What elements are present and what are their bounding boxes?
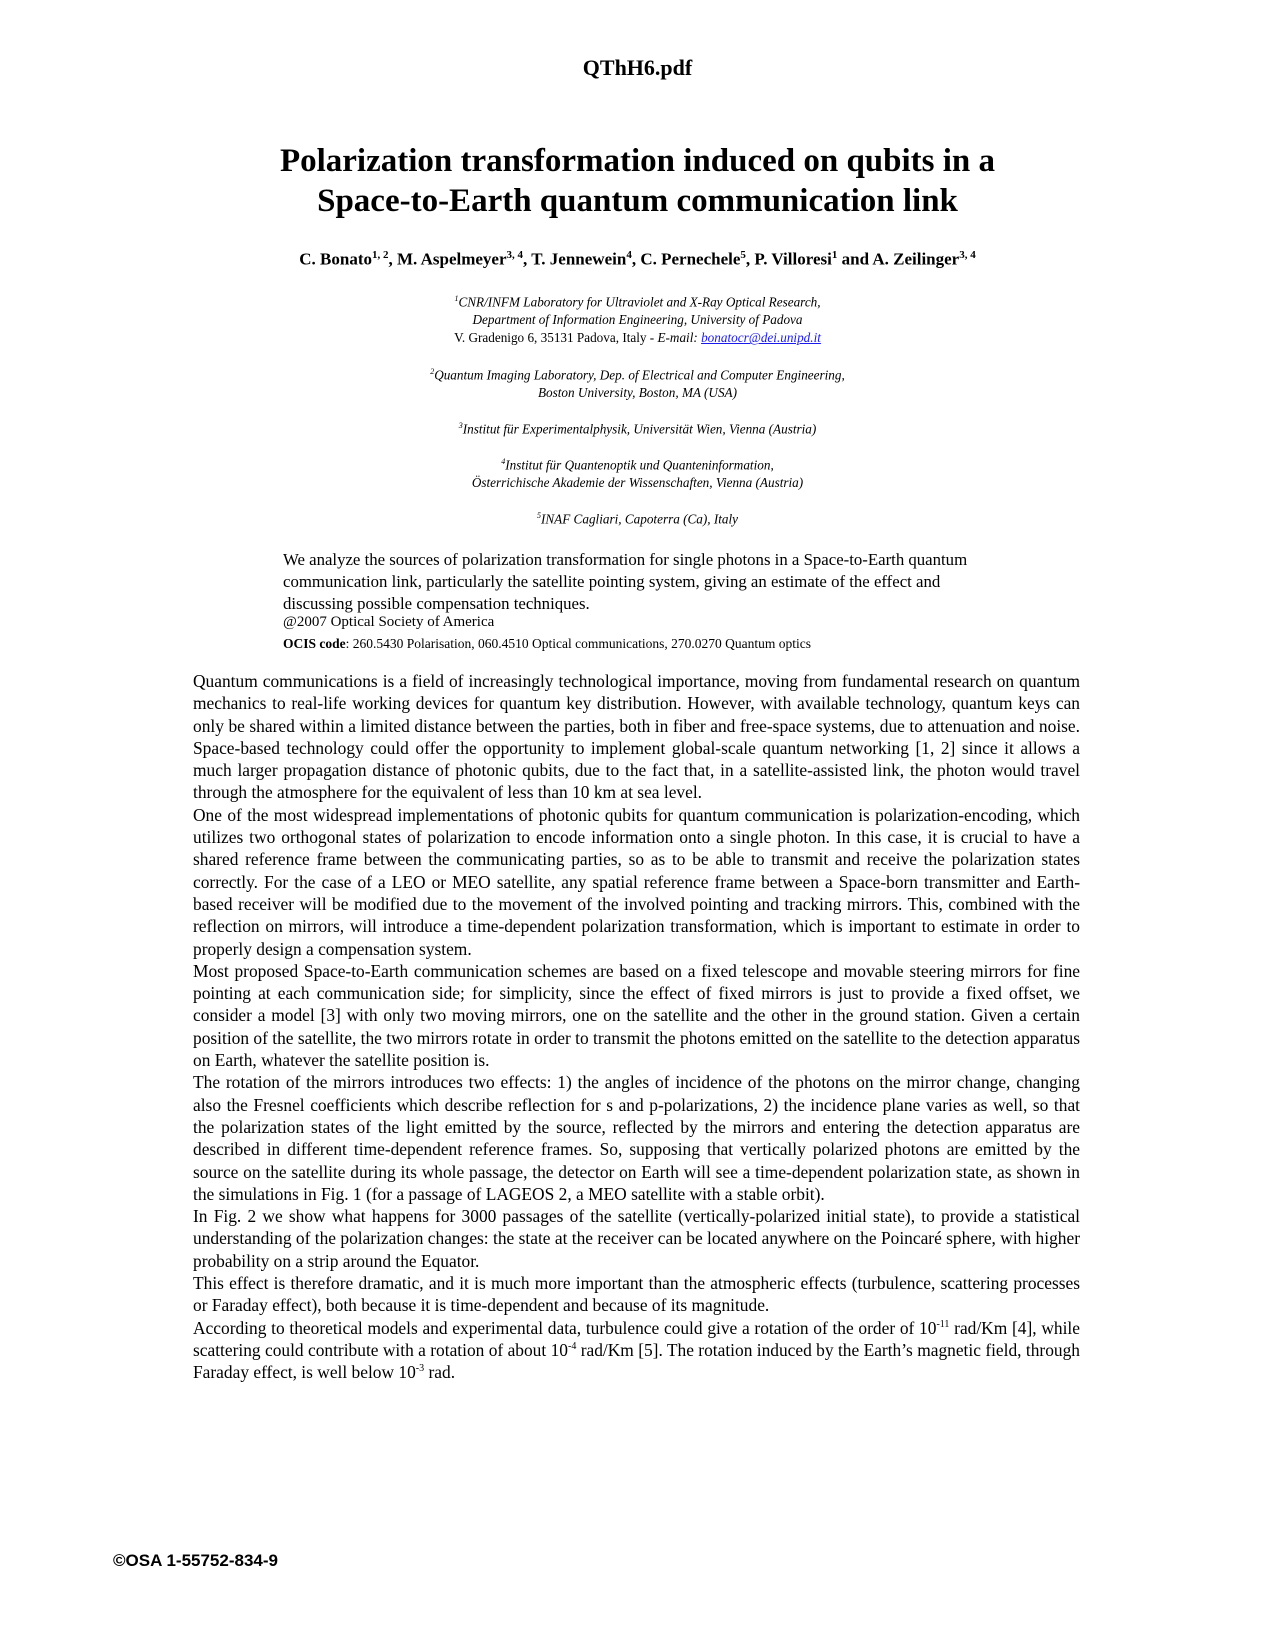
author-name: P. Villoresi — [754, 249, 832, 269]
author-name: T. Jennewein — [531, 249, 627, 269]
text-run: rad. — [424, 1362, 456, 1383]
exponent: -3 — [415, 1363, 425, 1375]
body-paragraph: This effect is therefore dramatic, and it is much more important than the atmospheric effects (turbulence, scattering processes or Faraday effect), both because it is time-dependent and because of its magnitude. — [193, 1273, 1080, 1316]
affiliation-1 — [0, 290, 1275, 347]
author-affiliation-marker: 1, 2 — [372, 249, 389, 261]
body-text — [193, 670, 1080, 1384]
affiliation-2 — [0, 363, 1275, 402]
author-list — [0, 249, 1275, 270]
author-name: A. Zeilinger — [872, 249, 960, 269]
body-paragraph: Quantum communications is a field of increasingly technological importance, moving from fundamental research on quantum mechanics to real-life working devices for quantum key distribution. However, with available technology, quantum keys can only be shared within a limited distance between the parties, both in fiber and free-space systems, due to attenuation and noise. Space-based technology could offer the opportunity to implement global-scale quantum networking [1, 2] since it allows a much larger propagation distance of photonic qubits, due to the fact that, in a satellite-assisted link, the photon would travel through the atmosphere for the equivalent of less than 10 km at sea level. — [193, 671, 1080, 803]
footer-isbn: ©OSA 1-55752-834-9 — [113, 1551, 278, 1570]
affiliation-number: 3 — [458, 421, 463, 430]
affiliation-number: 4 — [501, 457, 506, 466]
affiliation-line: Institut für Experimentalphysik, Universität Wien, Vienna (Austria) — [462, 421, 817, 437]
author-affiliation-marker: 4 — [626, 249, 632, 261]
author-separator: , — [745, 249, 755, 269]
ocis-text: : 260.5430 Polarisation, 060.4510 Optical communications, 270.0270 Quantum optics — [345, 636, 811, 651]
body-paragraph: In Fig. 2 we show what happens for 3000 passages of the satellite (vertically-polarized initial state), to provide a statistical understanding of the polarization changes: the state at the receiver can be located anywhere on the Poincaré sphere, with higher probability on a strip around the Equator. — [193, 1206, 1080, 1271]
author-separator: , — [523, 249, 532, 269]
affiliation-number: 1 — [454, 294, 459, 303]
affiliation-number: 2 — [430, 367, 435, 376]
affiliation-line: Quantum Imaging Laboratory, Dep. of Electrical and Computer Engineering, — [434, 367, 845, 383]
author-affiliation-marker: 3, 4 — [959, 249, 976, 261]
author-name: M. Aspelmeyer — [397, 249, 507, 269]
exponent: -11 — [936, 1318, 950, 1330]
text-run: rad/Km [5]. The rotation induced by the Earth’s magnetic field, through Faraday effect, is well below 10 — [193, 1339, 1081, 1383]
author-name: C. Bonato — [299, 249, 372, 269]
affiliation-line: Österrichische Akademie der Wissenschaften, Vienna (Austria) — [471, 475, 804, 491]
affiliation-line: Boston University, Boston, MA (USA) — [537, 385, 737, 401]
affiliation-line: CNR/INFM Laboratory for Ultraviolet and X-Ray Optical Research, — [458, 294, 821, 310]
abstract-text: We analyze the sources of polarization transformation for single photons in a Space-to-Earth quantum communication link, particularly the satellite pointing system, giving an estimate of the effect and discussing possible compensation techniques. — [283, 550, 968, 613]
affiliation-4 — [0, 453, 1275, 492]
email-label: E-mail: — [657, 330, 702, 346]
affiliation-number: 5 — [536, 511, 541, 520]
author-separator: and — [837, 249, 873, 269]
body-paragraph: The rotation of the mirrors introduces two effects: 1) the angles of incidence of the photons on the mirror change, changing also the Fresnel coefficients which describe reflection for s and p-polarizations, 2) the incidence plane varies as well, so that the polarization states of the light emitted by the source, reflected by the mirrors and entering the detection apparatus are described in different time-dependent reference frames. So, supposing that vertically polarized photons are emitted by the source on the satellite during its whole passage, the detector on Earth will see a time-dependent polarization state, as shown in the simulations in Fig. 1 (for a passage of LAGEOS 2, a MEO satellite with a stable orbit). — [193, 1072, 1080, 1204]
author-affiliation-marker: 5 — [740, 249, 746, 261]
affiliation-3 — [0, 417, 1275, 438]
affiliation-line: Institut für Quantenoptik und Quanteninformation, — [505, 457, 774, 473]
body-paragraph: Most proposed Space-to-Earth communication schemes are based on a fixed telescope and movable steering mirrors for fine pointing at each communication side; for simplicity, since the effect of fixed mirrors is just to provide a fixed offset, we consider a model [3] with only two moving mirrors, one on the satellite and the other in the ground station. Given a certain position of the satellite, the two mirrors rotate in order to transmit the photons emitted on the satellite to the detection apparatus on Earth, whatever the satellite position is. — [193, 960, 1080, 1071]
ocis-codes — [283, 636, 811, 652]
affiliation-address: V. Gradenigo 6, 35131 Padova, Italy - — [454, 330, 658, 346]
text-run: rad/Km [4], while scattering could contribute with a rotation of about 10 — [193, 1317, 1080, 1360]
ocis-label: OCIS code — [283, 636, 346, 651]
affiliation-line: Department of Information Engineering, University of Padova — [472, 312, 803, 328]
body-paragraph: One of the most widespread implementations of photonic qubits for quantum communication is polarization-encoding, which utilizes two orthogonal states of polarization to encode information onto a single photon. In this case, it is crucial to have a shared reference frame between the communicating parties, so as to be able to transmit and receive the polarization states correctly. For the case of a LEO or MEO satellite, any spatial reference frame between a Space-born transmitter and Earth-based receiver will be modified due to the movement of the involved pointing and tracking mirrors. This, combined with the reflection on mirrors, will introduce a time-dependent polarization transformation, which is important to estimate in order to properly design a compensation system. — [193, 804, 1080, 959]
paper-title — [0, 141, 1275, 221]
author-separator: , — [388, 249, 397, 269]
affiliation-5 — [0, 507, 1275, 528]
copyright-line: @2007 Optical Society of America — [283, 614, 495, 630]
title-line-2: Space-to-Earth quantum communication link — [317, 183, 958, 219]
affiliation-line: INAF Cagliari, Capoterra (Ca), Italy — [540, 511, 739, 527]
body-paragraph — [193, 1317, 1080, 1384]
author-affiliation-marker: 3, 4 — [506, 249, 524, 261]
author-affiliation-marker: 1 — [831, 249, 838, 261]
document-header: QThH6.pdf — [582, 55, 693, 80]
exponent: -4 — [567, 1341, 577, 1353]
text-run: According to theoretical models and experimental data, turbulence could give a rotation of the order of 10 — [193, 1317, 937, 1338]
title-line-1: Polarization transformation induced on qubits in a — [279, 143, 996, 179]
author-separator: , — [631, 249, 641, 269]
email-link[interactable]: bonatocr@dei.unipd.it — [701, 330, 821, 346]
author-name: C. Pernechele — [640, 249, 741, 269]
